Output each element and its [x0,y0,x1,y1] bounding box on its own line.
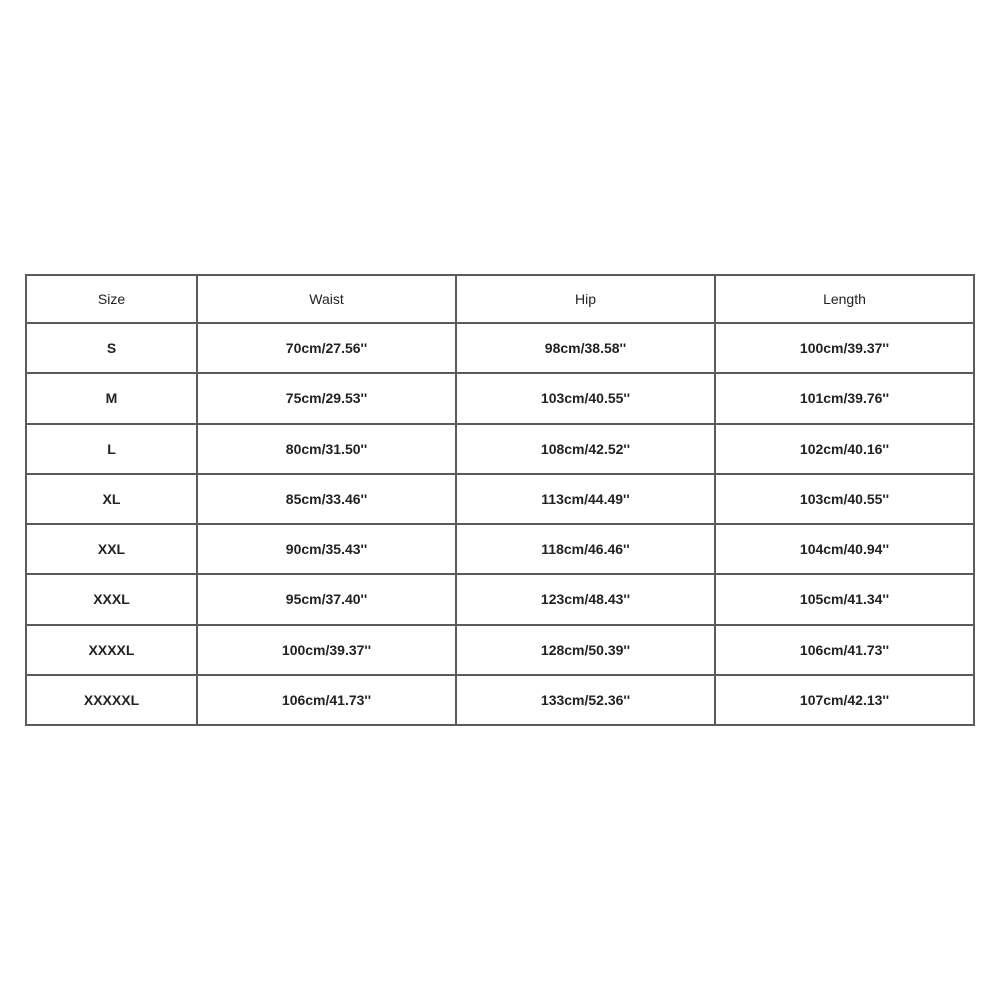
table-header-row [26,275,974,323]
cell-size: XXXXXL [26,675,197,725]
cell-size: L [26,424,197,474]
cell-length: 105cm/41.34'' [715,574,974,624]
header-hip: Hip [456,275,715,323]
cell-length: 102cm/40.16'' [715,424,974,474]
cell-size: XXL [26,524,197,574]
table-row [26,675,974,725]
cell-hip: 133cm/52.36'' [456,675,715,725]
cell-hip: 108cm/42.52'' [456,424,715,474]
size-chart-table [25,274,975,726]
cell-hip: 113cm/44.49'' [456,474,715,524]
cell-length: 104cm/40.94'' [715,524,974,574]
cell-length: 100cm/39.37'' [715,323,974,373]
cell-hip: 103cm/40.55'' [456,373,715,423]
cell-hip: 98cm/38.58'' [456,323,715,373]
cell-size: S [26,323,197,373]
header-waist: Waist [197,275,456,323]
cell-waist: 85cm/33.46'' [197,474,456,524]
cell-length: 107cm/42.13'' [715,675,974,725]
cell-waist: 100cm/39.37'' [197,625,456,675]
cell-hip: 123cm/48.43'' [456,574,715,624]
cell-length: 103cm/40.55'' [715,474,974,524]
cell-waist: 80cm/31.50'' [197,424,456,474]
cell-hip: 128cm/50.39'' [456,625,715,675]
cell-waist: 75cm/29.53'' [197,373,456,423]
cell-hip: 118cm/46.46'' [456,524,715,574]
table-row [26,574,974,624]
cell-waist: 90cm/35.43'' [197,524,456,574]
cell-size: XXXXL [26,625,197,675]
cell-waist: 70cm/27.56'' [197,323,456,373]
cell-size: XL [26,474,197,524]
cell-size: M [26,373,197,423]
cell-size: XXXL [26,574,197,624]
cell-length: 106cm/41.73'' [715,625,974,675]
header-length: Length [715,275,974,323]
table-row [26,524,974,574]
table-row [26,323,974,373]
table-row [26,474,974,524]
table-row [26,373,974,423]
table-row [26,625,974,675]
cell-waist: 95cm/37.40'' [197,574,456,624]
header-size: Size [26,275,197,323]
table-row [26,424,974,474]
cell-length: 101cm/39.76'' [715,373,974,423]
cell-waist: 106cm/41.73'' [197,675,456,725]
